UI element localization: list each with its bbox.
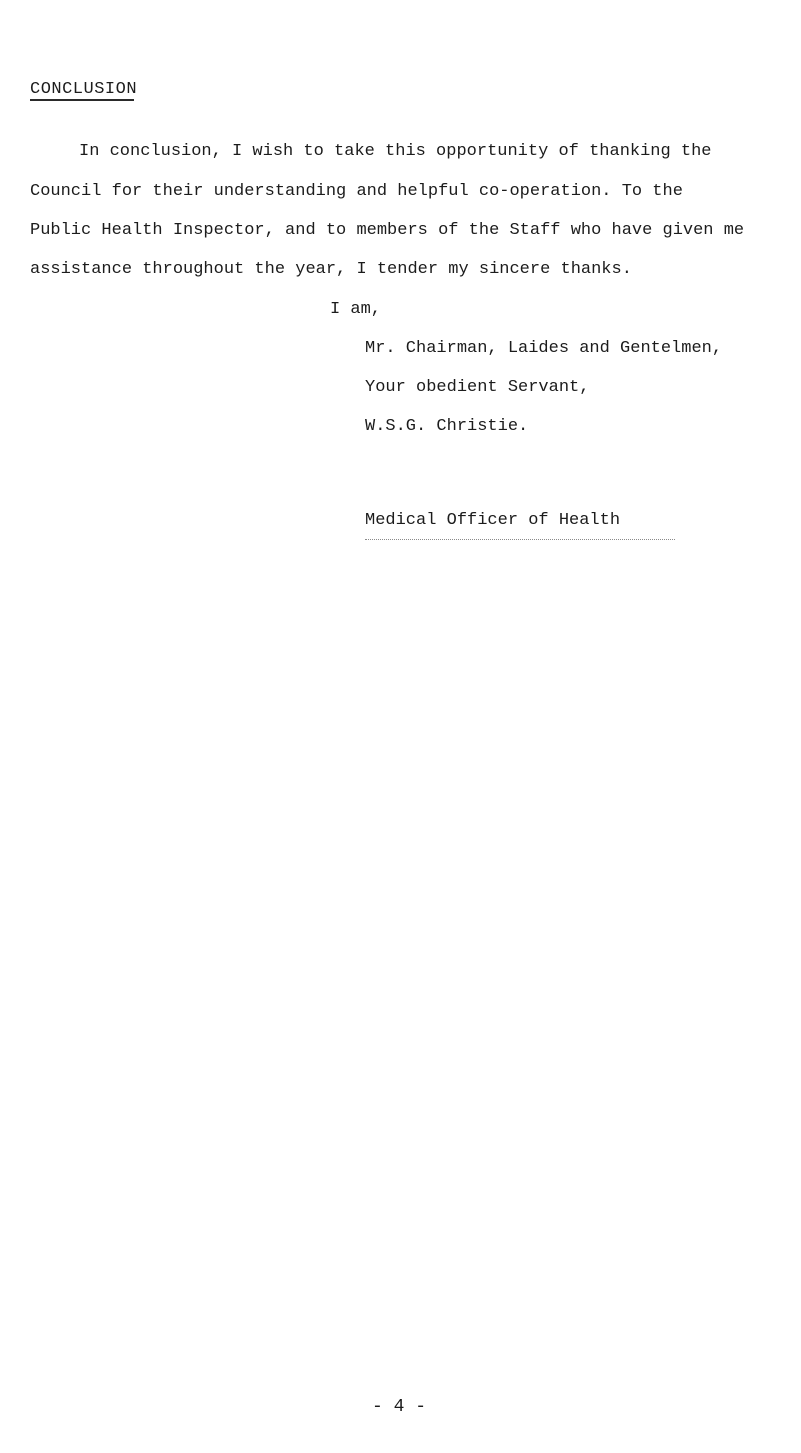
signature-title-underline — [365, 539, 675, 540]
paragraph-line-4: assistance throughout the year, I tender my sincere thanks. — [30, 260, 632, 279]
closing-servant: Your obedient Servant, — [365, 378, 590, 397]
paragraph-line-3: Public Health Inspector, and to members of the Staff who have given me — [30, 221, 745, 240]
page-number: - 4 - — [372, 1397, 427, 1417]
signature-name: W.S.G. Christie. — [365, 417, 529, 436]
closing-i-am: I am, — [330, 300, 382, 319]
closing-salutation: Mr. Chairman, Laides and Gentelmen, — [365, 339, 723, 358]
signature-title: Medical Officer of Health — [365, 511, 621, 530]
heading-underline — [30, 99, 134, 101]
section-heading: CONCLUSION — [30, 80, 138, 99]
paragraph-line-2: Council for their understanding and helpful co-operation. To the — [30, 182, 683, 201]
paragraph-line-1: In conclusion, I wish to take this opportunity of thanking the — [79, 142, 712, 161]
